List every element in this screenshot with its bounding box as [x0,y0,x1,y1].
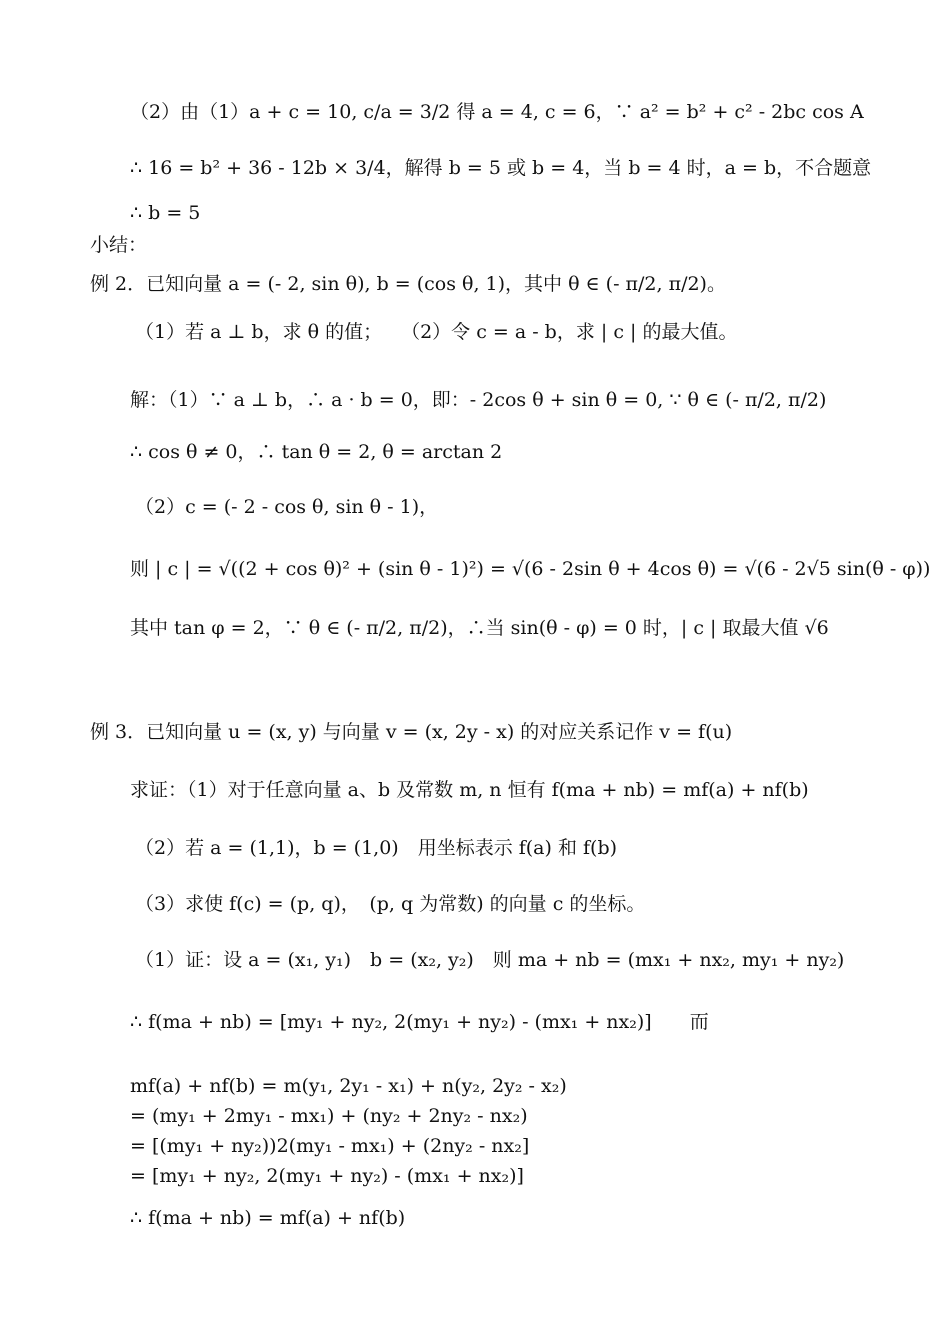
example3-proof-conclusion: ∴ f(ma + nb) = mf(a) + nf(b) [130,1207,406,1229]
example2-questions: （1）若 a ⊥ b，求 θ 的值； （2）令 c = a - b，求 | c | 的最大值。 [135,321,738,343]
solution-part2-line1: （2）由（1）a + c = 10, c/a = 3/2 得 a = 4, c = 6，∵ a² = b² + c² - 2bc cos A [130,101,864,123]
example3-proof-right-side-2: = (my₁ + 2my₁ - mx₁) + (ny₂ + 2ny₂ - nx₂) [130,1105,528,1127]
example3-proof-right-side-4: = [my₁ + ny₂, 2(my₁ + ny₂) - (mx₁ + nx₂)] [130,1165,524,1187]
example3-question1: 求证：（1）对于任意向量 a、b 及常数 m, n 恒有 f(ma + nb) = mf(a) + nf(b) [130,779,809,801]
example3-proof-right-side-3: = [(my₁ + ny₂))2(my₁ - mx₁) + (2ny₂ - nx₂] [130,1135,530,1157]
example3-proof-setup: （1）证：设 a = (x₁, y₁) b = (x₂, y₂) 则 ma + nb = (mx₁ + nx₂, my₁ + ny₂) [135,949,845,971]
summary-heading: 小结： [90,234,148,256]
example3-proof-right-side-1: mf(a) + nf(b) = m(y₁, 2y₁ - x₁) + n(y₂, 2y₂ - x₂) [130,1075,567,1097]
example2-solution-line2: ∴ cos θ ≠ 0，∴ tan θ = 2, θ = arctan 2 [130,441,503,463]
example3-question2: （2）若 a = (1,1)，b = (1,0) 用坐标表示 f(a) 和 f(b) [135,837,618,859]
solution-part2-line2: ∴ 16 = b² + 36 - 12b × 3/4，解得 b = 5 或 b = 4，当 b = 4 时，a = b，不合题意 [130,157,872,179]
example2-solution-line1: 解：（1）∵ a ⊥ b，∴ a · b = 0，即：- 2cos θ + sin θ = 0, ∵ θ ∈ (- π/2, π/2) [130,389,827,411]
example3-question3: （3）求使 f(c) = (p, q)， (p, q 为常数) 的向量 c 的坐标。 [135,893,646,915]
solution-part2-conclusion: ∴ b = 5 [130,202,201,224]
example2-solution-part2: （2）c = (- 2 - cos θ, sin θ - 1)， [135,496,439,518]
example2-maximum-value: 其中 tan φ = 2，∵ θ ∈ (- π/2, π/2)，∴当 sin(θ - φ) = 0 时，| c | 取最大值 √6 [130,617,829,639]
example2-modulus-expression: 则 | c | = √((2 + cos θ)² + (sin θ - 1)²) = √(6 - 2sin θ + 4cos θ) = √(6 - 2√5 sin(θ - φ)) [130,558,931,580]
example2-statement: 例 2．已知向量 a = (- 2, sin θ), b = (cos θ, 1)，其中 θ ∈ (- π/2, π/2)。 [90,273,726,295]
example3-statement: 例 3．已知向量 u = (x, y) 与向量 v = (x, 2y - x) 的对应关系记作 v = f(u) [90,721,733,743]
example3-proof-left-side: ∴ f(ma + nb) = [my₁ + ny₂, 2(my₁ + ny₂) - (mx₁ + nx₂)] 而 [130,1011,709,1033]
